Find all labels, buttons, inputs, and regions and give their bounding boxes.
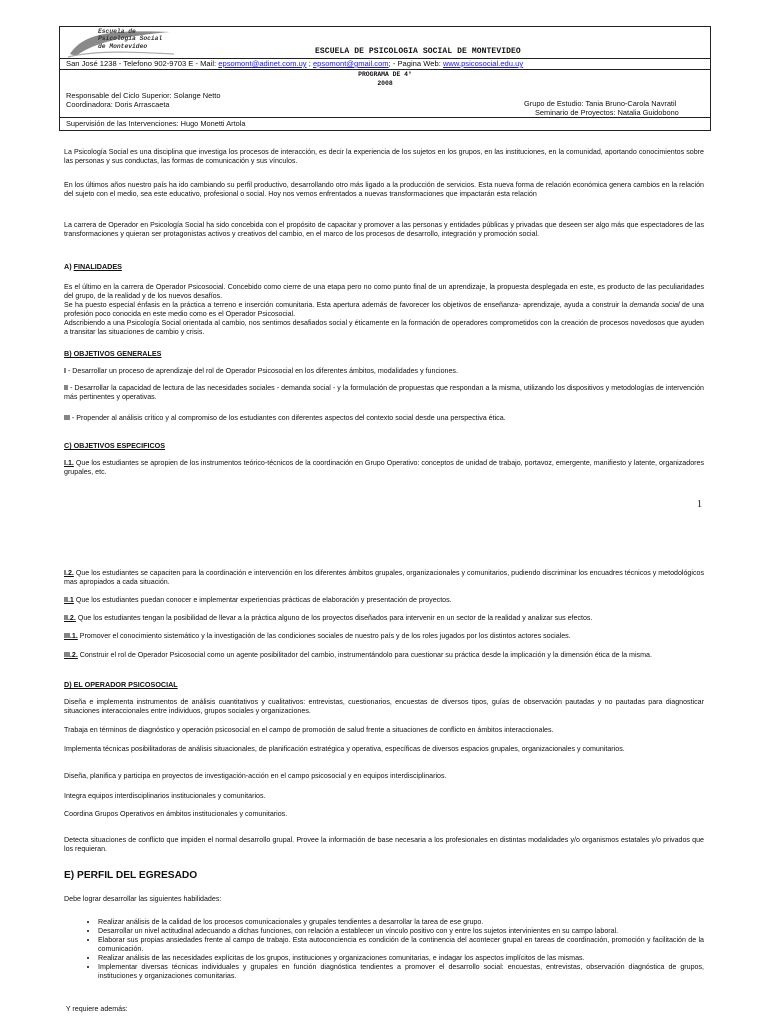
- list-item: • Desarrollar un nivel actitudinal adecuando a dichas funciones, con relación a establecer un vínculo positivo con y entre los sujetos intervinientes en su campo laboral.: [98, 927, 704, 936]
- email-link-2[interactable]: epsomont@gmail.com: [312, 59, 389, 68]
- section-a-p3: Adscribiendo a una Psicología Social orientada al cambio, nos sentimos desafiados social y éticamente en la formación de operadores comprometidos con la creación de procesos novedosos que ayuden a transitar las situaciones de cambio y crisis.: [64, 319, 704, 336]
- section-a-body: [64, 283, 704, 337]
- section-b-title: B) OBJETIVOS GENERALES: [64, 349, 162, 358]
- section-a-p1: Es el último en la carrera de Operador Psicosocial. Concebido como cierre de una etapa pero no como punto final de un aprendizaje, la propuesta desplegada en este, es producto de las peculiaridades del grupo, de la realidad y de los nuevos desafíos.: [64, 283, 704, 300]
- intro-paragraph-2: En los últimos años nuestro país ha ido cambiando su perfil productivo, desarrollando otro más ligado a la producción de servicios. Esta nueva forma de relación económica genera cambios en la relación del sujeto con el medio, sea este educativo, profesional o social. Hoy nos vemos enfrentados a nuevas transformaciones que impactarán esta relación: [64, 181, 704, 198]
- intro-paragraph-1: La Psicología Social es una disciplina que investiga los procesos de interacción, es decir la experiencia de los sujetos en los grupos, en las instituciones, en la comunidad, aportando conocimientos sobre las personas y sus conductas, las formas de comunicación y sus vínculos.: [64, 148, 704, 165]
- responsable: Responsable del Ciclo Superior: Solange Netto: [66, 91, 221, 100]
- section-a-title: A) FINALIDADES: [64, 262, 122, 271]
- objetivo-especifico-iii2: III.2. Construir el rol de Operador Psicosocial como un agente posibilitador del cambio, instrumentándolo para cuestionar su práctica desde la implicación y la dimensión ética de la misma.: [64, 651, 652, 659]
- contact-line: San José 1238 - Telefono 902-9703 E - Mail: epsomont@adinet.com.uy ; epsomont@gmail.com; - Pagina Web: www.psicosocial.edu.uy: [66, 59, 524, 68]
- operador-para-3: Implementa técnicas posibilitadoras de análisis situacionales, de planificación estratégica y operativa, específicas de diversos espacios grupales, organizacionales y comunitarios.: [64, 745, 625, 753]
- logo-line-2: Psicología Social: [98, 35, 163, 43]
- logo: [66, 28, 176, 58]
- list-item: • Realizar análisis de las necesidades explícitas de los grupos, instituciones y organizaciones comunitarias, e indagar los aspectos implícitos de las mismas.: [98, 954, 704, 963]
- objetivo-especifico-i1: I.1. Que los estudiantes se apropien de los instrumentos teórico-técnicos de la coordinación en Grupo Operativo: conceptos de unidad de trabajo, portavoz, emergente, manifiesto y latente, organizadores grupales, etc.: [64, 459, 704, 476]
- operador-para-7: Detecta situaciones de conflicto que impiden el normal desarrollo grupal. Provee la información de base necesaria a los profesionales en distintas modalidades y/o organismos estatales y/o privados que los requieran.: [64, 836, 704, 853]
- list-item: • Realizar análisis de la calidad de los procesos comunicacionales y grupales tendientes a desarrollar la tarea de ese grupo.: [98, 918, 704, 927]
- grupo-estudio: Grupo de Estudio: Tania Bruno-Carola Navratil: [524, 99, 677, 108]
- supervision: Supervisión de las Intervenciones: Hugo Monetti Artola: [66, 119, 246, 128]
- program-title: PROGRAMA DE 4°: [358, 71, 412, 78]
- section-c-title: C) OBJETIVOS ESPECIFICOS: [64, 441, 166, 450]
- objetivo-especifico-i2: I.2. Que los estudiantes se capaciten para la coordinación e intervención en los diferentes ámbitos grupales, organizacionales y comunitarios, pudiendo discriminar los encuadres técnicos y metodológicos mas apropiados a cada situación.: [64, 569, 704, 586]
- section-e-title: E) PERFIL DEL EGRESADO: [64, 870, 198, 881]
- page-number: 1: [697, 499, 702, 510]
- section-a-p2: Se ha puesto especial énfasis en la práctica a terreno e inserción comunitaria. Esta apertura además de favorecer los objetivos de enseñanza- aprendizaje, ayuda a construir la demanda social de una profesión poco conocida en este medio como es el Operador Psicosocial.: [64, 301, 705, 318]
- objetivo-general-2: II - Desarrollar la capacidad de lectura de las necesidades sociales - demanda social - y la formulación de propuestas que respondan a la misma, utilizando los dispositivos y metodologías de intervención más pertinentes y operativas.: [64, 384, 704, 401]
- list-item: • Implementar diversas técnicas individuales y grupales en función diagnóstica tendientes a promover el desarrollo social: encuestas, entrevistas, observación diagnóstica de grupos, instituciones y organizaciones comunitarias.: [98, 963, 704, 981]
- objetivo-especifico-ii1: II.1 Que los estudiantes puedan conocer e implementar experiencias prácticas de elaboración y presentación de proyectos.: [64, 596, 452, 604]
- web-link[interactable]: www.psicosocial.edu.uy: [442, 59, 524, 68]
- operador-para-4: Diseña, planifica y participa en proyectos de investigación-acción en el campo psicosocial y en equipos interdisciplinarios.: [64, 772, 447, 780]
- coordinadora: Coordinadora: Doris Arrascaeta: [66, 100, 170, 109]
- objetivo-especifico-iii1: III.1. Promover el conocimiento sistemático y la investigación de las condiciones sociales de nuestro país y de los roles jugados por los distintos actores sociales.: [64, 632, 571, 640]
- perfil-bullets: [84, 918, 704, 981]
- operador-para-1: Diseña e implementa instrumentos de análisis cuantitativos y cualitativos: entrevistas, cuestionarios, encuestas de diversos tipos, guías de observación pautadas y no pautadas para diagnosticar situaciones interaccionales entre individuos, grupos sociales y organizaciones.: [64, 698, 704, 715]
- list-item: • Elaborar sus propias ansiedades frente al campo de trabajo. Esta autoconciencia es condición de la continencia del acontecer grupal en tareas de coordinación, promoción y facilitación de la comunicación.: [98, 936, 704, 954]
- school-title: ESCUELA DE PSICOLOGIA SOCIAL DE MONTEVIDEO: [315, 47, 521, 56]
- objetivo-general-1: I - Desarrollar un proceso de aprendizaje del rol de Operador Psicosocial en los diferentes ámbitos, modalidades y funciones.: [64, 367, 458, 375]
- intro-paragraph-3: La carrera de Operador en Psicología Social ha sido concebida con el propósito de capacitar y promover a las personas y entidades públicas y privadas que deseen ser algo más que espectadores de las transformaciones y quieran ser protagonistas activos y creativos del cambio, en el marco de los procesos de desarrollo, integración y promoción social.: [64, 221, 704, 238]
- program-year: 2008: [377, 80, 393, 87]
- header-box: [59, 26, 711, 131]
- section-d-title: D) EL OPERADOR PSICOSOCIAL: [64, 680, 178, 689]
- email-link-1[interactable]: epsomont@adinet.com.uy: [218, 59, 307, 68]
- logo-line-1: Escuela de: [98, 28, 136, 35]
- operador-para-5: Integra equipos interdisciplinarios institucionales y comunitarios.: [64, 792, 266, 800]
- perfil-closing: Y requiere además:: [64, 1005, 128, 1013]
- operador-para-2: Trabaja en términos de diagnóstico y operación psicosocial en el campo de promoción de salud frente a situaciones de conflicto en ámbitos interaccionales.: [64, 726, 554, 734]
- operador-para-6: Coordina Grupos Operativos en ámbitos institucionales y comunitarios.: [64, 810, 288, 818]
- objetivo-especifico-ii2: II.2. Que los estudiantes tengan la posibilidad de llevar a la práctica alguno de los proyectos diseñados para intervenir en un sector de la realidad y analizar sus efectos.: [64, 614, 593, 622]
- objetivo-general-3: III - Propender al análisis crítico y al compromiso de los estudiantes con diferentes aspectos del contexto social desde una perspectiva ética.: [64, 414, 506, 422]
- contact-prefix: San José 1238 - Telefono 902-9703 E - Mail:: [66, 59, 219, 68]
- perfil-intro: Debe lograr desarrollar las siguientes habilidades:: [64, 895, 222, 903]
- logo-line-3: de Montevideo: [98, 42, 148, 50]
- seminario: Seminario de Proyectos: Natalia Guidobono: [535, 108, 679, 117]
